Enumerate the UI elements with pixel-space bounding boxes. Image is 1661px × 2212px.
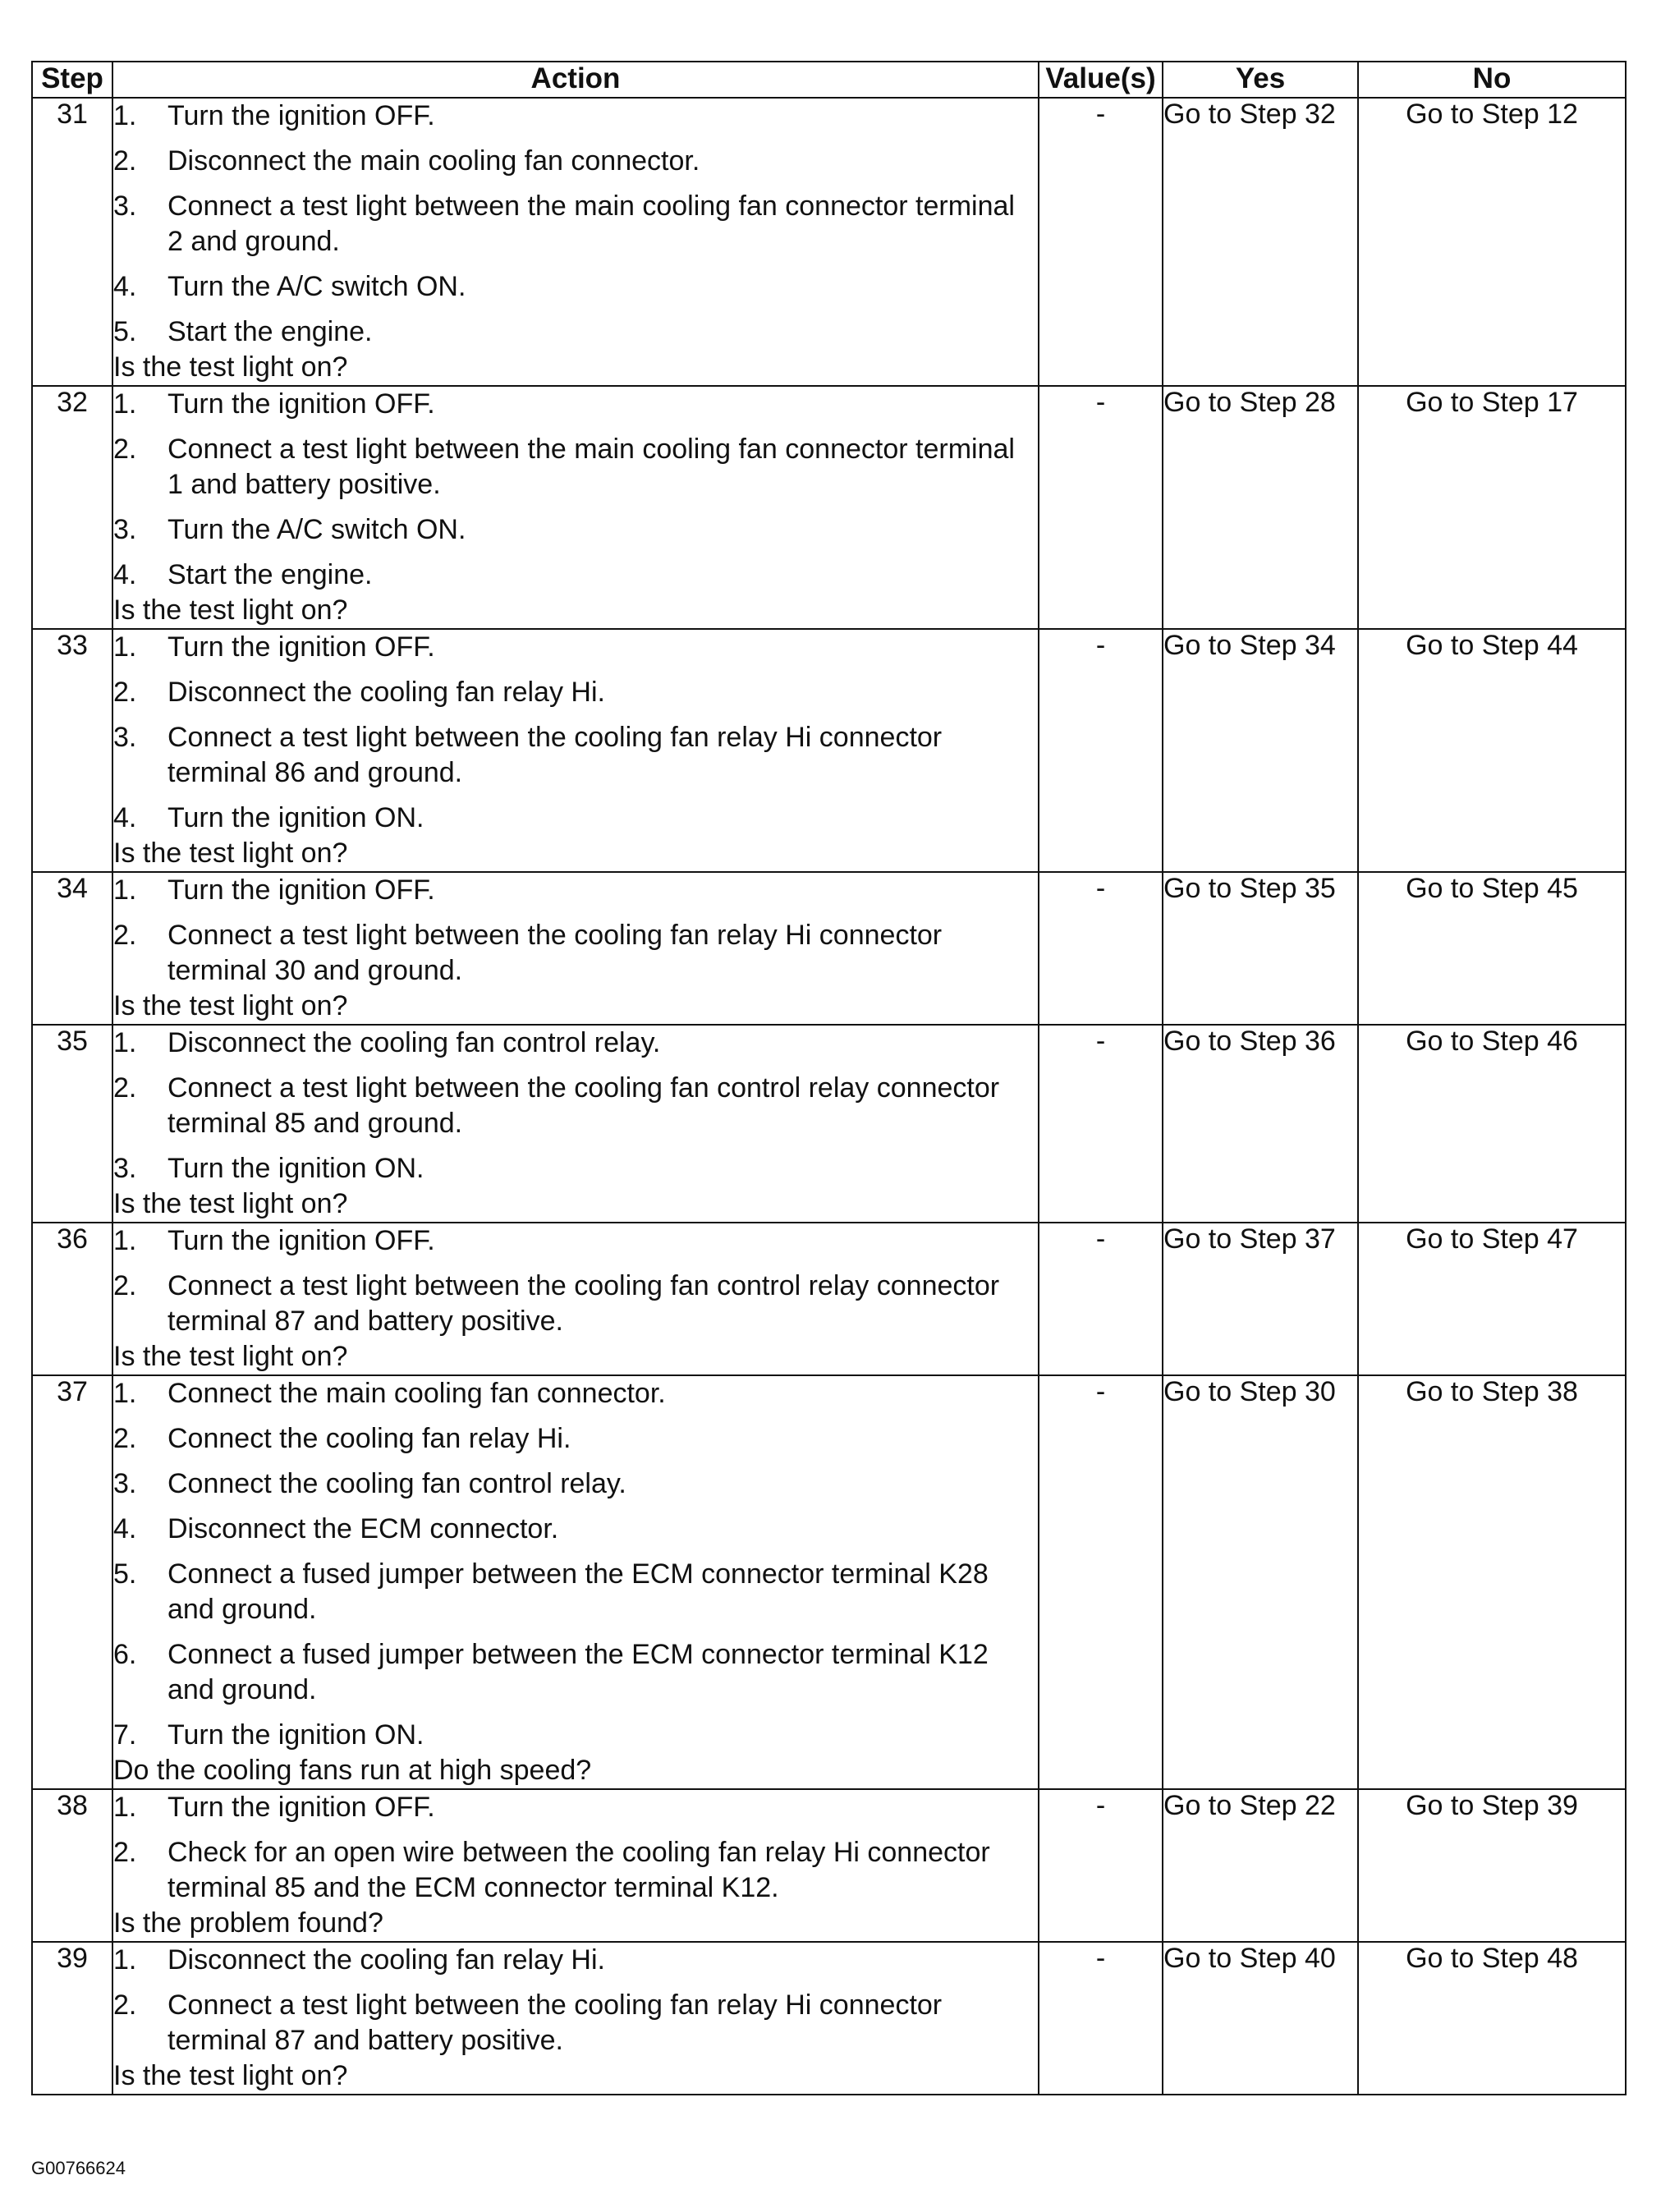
action-step-number: 2. <box>113 1837 137 1868</box>
action-step <box>113 675 1038 710</box>
action-cell <box>112 98 1039 386</box>
table-row <box>32 386 1626 629</box>
action-step <box>113 1421 1038 1457</box>
value-cell: - <box>1039 386 1163 629</box>
action-step <box>113 1790 1038 1825</box>
action-step <box>113 1512 1038 1547</box>
table-row <box>32 629 1626 872</box>
action-step <box>113 387 1038 422</box>
action-step <box>113 1988 1038 2058</box>
action-step <box>113 1269 1038 1339</box>
action-cell <box>112 386 1039 629</box>
action-step-number: 1. <box>113 388 137 420</box>
action-question: Is the problem found? <box>113 1907 383 1939</box>
action-step-number: 3. <box>113 190 137 222</box>
action-cell <box>112 1375 1039 1789</box>
table-row <box>32 1789 1626 1942</box>
action-step-number: 2. <box>113 434 137 465</box>
yes-result: Go to Step 34 <box>1163 629 1358 872</box>
action-step-number: 3. <box>113 722 137 753</box>
action-steps-list <box>113 1376 1038 1753</box>
header-yes: Yes <box>1163 62 1358 98</box>
action-step-text: Disconnect the cooling fan relay Hi. <box>167 1944 605 1976</box>
step-number: 34 <box>32 872 112 1025</box>
action-step-text: Connect the cooling fan control relay. <box>167 1468 626 1499</box>
action-step <box>113 630 1038 665</box>
action-question: Is the test light on? <box>113 351 348 383</box>
action-question: Is the test light on? <box>113 990 348 1021</box>
yes-result: Go to Step 36 <box>1163 1025 1358 1223</box>
action-step-number: 4. <box>113 802 137 833</box>
action-step-text: Disconnect the cooling fan relay Hi. <box>167 677 605 708</box>
action-step-number: 4. <box>113 271 137 302</box>
action-cell <box>112 1942 1039 2095</box>
step-number: 32 <box>32 386 112 629</box>
action-step-number: 1. <box>113 1225 137 1256</box>
action-step <box>113 269 1038 305</box>
action-step <box>113 1557 1038 1627</box>
action-cell <box>112 1223 1039 1375</box>
action-step <box>113 432 1038 503</box>
action-step-number: 1. <box>113 1027 137 1058</box>
action-step-number: 1. <box>113 631 137 663</box>
action-step-number: 5. <box>113 316 137 347</box>
action-steps-list <box>113 1790 1038 1906</box>
action-step <box>113 1835 1038 1906</box>
action-step-text: Turn the ignition ON. <box>167 802 424 833</box>
action-step-text: Disconnect the cooling fan control relay. <box>167 1027 661 1058</box>
action-step-text: Connect the main cooling fan connector. <box>167 1378 666 1409</box>
value-cell: - <box>1039 1223 1163 1375</box>
action-step <box>113 144 1038 179</box>
value-cell: - <box>1039 1942 1163 2095</box>
action-step <box>113 1026 1038 1061</box>
action-step-text: Start the engine. <box>167 316 373 347</box>
action-step-number: 1. <box>113 1378 137 1409</box>
action-step-text: Connect a test light between the cooling fan relay Hi connector terminal 87 and battery positive. <box>167 1989 943 2056</box>
action-cell <box>112 1025 1039 1223</box>
action-step-text: Connect a test light between the cooling fan relay Hi connector terminal 30 and ground. <box>167 920 943 986</box>
table-row <box>32 98 1626 386</box>
action-steps-list <box>113 99 1038 350</box>
action-step-text: Turn the ignition ON. <box>167 1153 424 1184</box>
action-step <box>113 1943 1038 1978</box>
action-step-text: Turn the ignition OFF. <box>167 1792 435 1823</box>
yes-result: Go to Step 35 <box>1163 872 1358 1025</box>
action-step <box>113 873 1038 908</box>
value-cell: - <box>1039 1375 1163 1789</box>
table-row <box>32 1025 1626 1223</box>
action-step-number: 1. <box>113 100 137 131</box>
no-result: Go to Step 12 <box>1358 98 1626 386</box>
no-result: Go to Step 48 <box>1358 1942 1626 2095</box>
yes-result: Go to Step 40 <box>1163 1942 1358 2095</box>
action-step-text: Connect a test light between the cooling fan control relay connector terminal 85 and ground. <box>167 1072 1000 1139</box>
action-cell <box>112 872 1039 1025</box>
action-step-text: Connect a test light between the cooling fan relay Hi connector terminal 86 and ground. <box>167 722 943 788</box>
action-step-text: Connect the cooling fan relay Hi. <box>167 1423 571 1454</box>
action-step-text: Disconnect the ECM connector. <box>167 1513 559 1544</box>
diagnostic-table <box>31 61 1627 2095</box>
action-step <box>113 314 1038 350</box>
no-result: Go to Step 44 <box>1358 629 1626 872</box>
action-step <box>113 512 1038 548</box>
no-result: Go to Step 39 <box>1358 1789 1626 1942</box>
table-row <box>32 1223 1626 1375</box>
action-steps-list <box>113 873 1038 989</box>
action-step-text: Connect a fused jumper between the ECM connector terminal K28 and ground. <box>167 1558 989 1625</box>
action-step-number: 3. <box>113 514 137 545</box>
action-step-number: 3. <box>113 1153 137 1184</box>
action-step-number: 7. <box>113 1719 137 1751</box>
action-step-text: Turn the ignition OFF. <box>167 1225 435 1256</box>
action-step-number: 6. <box>113 1639 137 1670</box>
yes-result: Go to Step 37 <box>1163 1223 1358 1375</box>
step-number: 36 <box>32 1223 112 1375</box>
action-step <box>113 1071 1038 1141</box>
action-step-number: 1. <box>113 1792 137 1823</box>
action-step-text: Turn the ignition OFF. <box>167 874 435 906</box>
action-step-text: Start the engine. <box>167 559 373 590</box>
action-steps-list <box>113 1943 1038 2058</box>
no-result: Go to Step 46 <box>1358 1025 1626 1223</box>
action-step <box>113 801 1038 836</box>
value-cell: - <box>1039 872 1163 1025</box>
action-step-text: Connect a test light between the main cooling fan connector terminal 2 and ground. <box>167 190 1015 257</box>
step-number: 31 <box>32 98 112 386</box>
step-number: 38 <box>32 1789 112 1942</box>
action-question: Is the test light on? <box>113 1188 348 1219</box>
action-step-number: 2. <box>113 1423 137 1454</box>
header-step: Step <box>32 62 112 98</box>
action-step-number: 1. <box>113 1944 137 1976</box>
action-step <box>113 1637 1038 1708</box>
step-number: 37 <box>32 1375 112 1789</box>
action-step <box>113 189 1038 259</box>
action-step <box>113 720 1038 791</box>
step-number: 33 <box>32 629 112 872</box>
header-row <box>32 62 1626 98</box>
action-question: Is the test light on? <box>113 594 348 626</box>
action-step-text: Check for an open wire between the cooling fan relay Hi connector terminal 85 and the ECM connector terminal K12. <box>167 1837 990 1903</box>
value-cell: - <box>1039 98 1163 386</box>
action-step <box>113 1466 1038 1502</box>
document-id: G00766624 <box>31 2158 126 2178</box>
table-row <box>32 872 1626 1025</box>
action-question: Is the test light on? <box>113 1341 348 1372</box>
action-steps-list <box>113 1026 1038 1186</box>
action-step-number: 1. <box>113 874 137 906</box>
yes-result: Go to Step 30 <box>1163 1375 1358 1789</box>
no-result: Go to Step 45 <box>1358 872 1626 1025</box>
action-step-number: 2. <box>113 1072 137 1104</box>
action-step-text: Disconnect the main cooling fan connector. <box>167 145 700 177</box>
action-step-text: Turn the ignition ON. <box>167 1719 424 1751</box>
action-step-text: Turn the A/C switch ON. <box>167 271 466 302</box>
action-step <box>113 918 1038 989</box>
table-body <box>32 98 1626 2095</box>
action-step <box>113 558 1038 593</box>
no-result: Go to Step 17 <box>1358 386 1626 629</box>
action-steps-list <box>113 1223 1038 1339</box>
action-step-number: 2. <box>113 1989 137 2021</box>
yes-result: Go to Step 32 <box>1163 98 1358 386</box>
action-question: Is the test light on? <box>113 2060 348 2091</box>
action-step-text: Turn the ignition OFF. <box>167 388 435 420</box>
action-step <box>113 99 1038 134</box>
action-steps-list <box>113 630 1038 836</box>
action-step-text: Turn the A/C switch ON. <box>167 514 466 545</box>
action-step-number: 5. <box>113 1558 137 1590</box>
value-cell: - <box>1039 629 1163 872</box>
table-row <box>32 1375 1626 1789</box>
header-no: No <box>1358 62 1626 98</box>
action-step <box>113 1151 1038 1186</box>
action-step-number: 4. <box>113 1513 137 1544</box>
action-step-text: Turn the ignition OFF. <box>167 100 435 131</box>
header-action: Action <box>112 62 1039 98</box>
yes-result: Go to Step 28 <box>1163 386 1358 629</box>
action-cell <box>112 629 1039 872</box>
value-cell: - <box>1039 1025 1163 1223</box>
action-step <box>113 1223 1038 1259</box>
yes-result: Go to Step 22 <box>1163 1789 1358 1942</box>
action-step-text: Connect a test light between the cooling fan control relay connector terminal 87 and battery positive. <box>167 1270 1000 1337</box>
action-step-text: Turn the ignition OFF. <box>167 631 435 663</box>
action-step-text: Connect a fused jumper between the ECM connector terminal K12 and ground. <box>167 1639 989 1705</box>
action-step-number: 4. <box>113 559 137 590</box>
header-values: Value(s) <box>1039 62 1163 98</box>
action-step-number: 3. <box>113 1468 137 1499</box>
value-cell: - <box>1039 1789 1163 1942</box>
action-step-number: 2. <box>113 145 137 177</box>
action-steps-list <box>113 387 1038 593</box>
action-question: Do the cooling fans run at high speed? <box>113 1755 592 1786</box>
action-step <box>113 1376 1038 1411</box>
table-row <box>32 1942 1626 2095</box>
action-step-number: 2. <box>113 920 137 951</box>
step-number: 39 <box>32 1942 112 2095</box>
no-result: Go to Step 47 <box>1358 1223 1626 1375</box>
action-step-text: Connect a test light between the main cooling fan connector terminal 1 and battery positive. <box>167 434 1015 500</box>
step-number: 35 <box>32 1025 112 1223</box>
action-question: Is the test light on? <box>113 838 348 869</box>
no-result: Go to Step 38 <box>1358 1375 1626 1789</box>
action-step <box>113 1718 1038 1753</box>
action-step-number: 2. <box>113 677 137 708</box>
action-step-number: 2. <box>113 1270 137 1301</box>
action-cell <box>112 1789 1039 1942</box>
